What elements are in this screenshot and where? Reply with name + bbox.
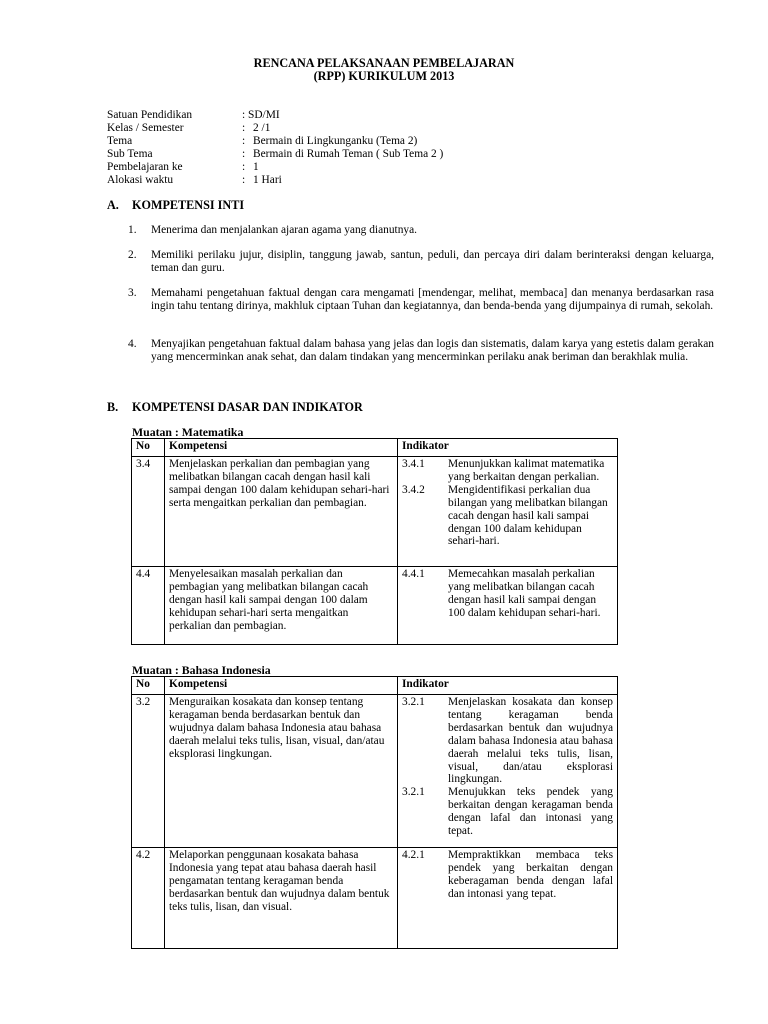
meta-colon: : bbox=[242, 109, 246, 121]
section-title: KOMPETENSI DASAR DAN INDIKATOR bbox=[132, 400, 363, 414]
list-item-number: 1. bbox=[128, 224, 137, 236]
kd-table-matematika bbox=[131, 438, 618, 645]
indicator-code: 4.2.1 bbox=[402, 849, 425, 861]
meta-label: Kelas / Semester bbox=[107, 122, 184, 134]
meta-colon: : bbox=[242, 174, 246, 186]
indicator-code: 3.4.2 bbox=[402, 483, 425, 496]
header-no: No bbox=[132, 677, 165, 695]
list-item-number: 4. bbox=[128, 338, 137, 350]
list-item-text: Menyajikan pengetahuan faktual dalam bahasa yang jelas dan logis dan sistematis, dalam karya yang estetis dalam gerakan yang mencerminkan anak sehat, dan dalam tindakan yang mencerminkan perilaku anak beriman dan berakhlak mulia. bbox=[151, 338, 714, 363]
meta-label: Tema bbox=[107, 135, 133, 147]
meta-label: Sub Tema bbox=[107, 148, 153, 160]
muatan-title: Muatan : Matematika bbox=[132, 425, 244, 439]
meta-value: Bermain di Lingkunganku (Tema 2) bbox=[253, 135, 418, 147]
cell-kompetensi: Menjelaskan perkalian dan pembagian yang melibatkan bilangan cacah dengan hasil kali sampai dengan 100 dalam kehidupan sehari-hari serta mengaitkan perkalian dan pembagian. bbox=[165, 457, 398, 567]
meta-colon: : bbox=[242, 122, 246, 134]
table-row bbox=[132, 457, 618, 567]
table-row bbox=[132, 695, 618, 848]
indicator-text: Memecahkan masalah perkalian yang melibatkan bilangan cacah dengan hasil kali sampai dengan 100 dalam kehidupan sehari-hari. bbox=[448, 568, 601, 619]
meta-value: 1 Hari bbox=[253, 174, 282, 186]
cell-no: 4.2 bbox=[132, 848, 165, 949]
indicator-code: 4.4.1 bbox=[402, 568, 425, 580]
list-item-text: Memiliki perilaku jujur, disiplin, tanggung jawab, santun, peduli, dan percaya diri dalam berinteraksi dengan keluarga, teman dan guru. bbox=[151, 249, 714, 274]
indicator-code: 3.2.1 bbox=[402, 696, 425, 708]
header-indikator: Indikator bbox=[398, 439, 618, 457]
indicator-text: Mempraktikkan membaca teks pendek yang berkaitan dengan keberagaman benda dengan lafal dan intonasi yang tepat. bbox=[448, 849, 613, 900]
cell-no: 3.2 bbox=[132, 695, 165, 848]
meta-value: 1 bbox=[253, 161, 259, 173]
muatan-title: Muatan : Bahasa Indonesia bbox=[132, 663, 271, 677]
list-item-number: 3. bbox=[128, 287, 137, 299]
section-a-heading bbox=[107, 199, 244, 212]
meta-colon: : bbox=[242, 135, 246, 147]
header-indikator: Indikator bbox=[398, 677, 618, 695]
section-title: KOMPETENSI INTI bbox=[132, 198, 245, 212]
kd-table-bahasa-indonesia bbox=[131, 676, 618, 949]
meta-value: Bermain di Rumah Teman ( Sub Tema 2 ) bbox=[253, 148, 444, 160]
meta-colon: : bbox=[242, 148, 246, 160]
indicator-text: Menunjukkan kalimat matematika yang berkaitan dengan perkalian. bbox=[448, 458, 605, 483]
header-kompetensi: Kompetensi bbox=[165, 677, 398, 695]
indicator-item bbox=[402, 484, 613, 549]
cell-indikator bbox=[398, 457, 618, 567]
indicator-text: Menjelaskan kosakata dan konsep tentang keragaman benda berdasarkan bentuk dan wujudnya dalam bahasa Indonesia atau bahasa daerah melalui teks tulis, lisan, visual, dan/atau eksplorasi lingkungan. bbox=[448, 696, 613, 786]
list-item-text: Menerima dan menjalankan ajaran agama yang dianutnya. bbox=[151, 224, 417, 236]
cell-indikator bbox=[398, 567, 618, 645]
cell-no: 4.4 bbox=[132, 567, 165, 645]
meta-label: Pembelajaran ke bbox=[107, 161, 183, 173]
list-item-number: 2. bbox=[128, 249, 137, 261]
cell-indikator bbox=[398, 695, 618, 848]
indicator-item bbox=[402, 458, 613, 484]
list-item-text: Memahami pengetahuan faktual dengan cara mengamati [mendengar, melihat, membaca] dan menanya berdasarkan rasa ingin tahu tentang dirinya, makhluk ciptaan Tuhan dan kegiatannya, dan benda-benda yang dijumpainya di rumah, sekolah. bbox=[151, 287, 714, 312]
cell-no: 3.4 bbox=[132, 457, 165, 567]
meta-value: 2 /1 bbox=[253, 122, 271, 134]
cell-kompetensi: Menyelesaikan masalah perkalian dan pembagian yang melibatkan bilangan cacah dengan hasil kali sampai dengan 100 dalam kehidupan sehari-hari serta mengaitkan perkalian dan pembagian. bbox=[165, 567, 398, 645]
indicator-item bbox=[402, 568, 613, 620]
table-header-row bbox=[132, 439, 618, 457]
meta-value: SD/MI bbox=[248, 109, 280, 121]
indicator-text: Menujukkan teks pendek yang berkaitan dengan keragaman benda dengan lafal dan intonasi yang tepat. bbox=[448, 786, 613, 838]
header-no: No bbox=[132, 439, 165, 457]
indicator-text: Mengidentifikasi perkalian dua bilangan yang melibatkan bilangan cacah dengan hasil kali sampai dengan 100 dalam kehidupan sehari-hari. bbox=[448, 483, 608, 548]
document-title-line-2: (RPP) KURIKULUM 2013 bbox=[313, 69, 455, 83]
table-row bbox=[132, 848, 618, 949]
indicator-item bbox=[402, 786, 613, 838]
cell-kompetensi: Menguraikan kosakata dan konsep tentang keragaman benda berdasarkan bentuk dan wujudnya dalam bahasa Indonesia atau bahasa daerah melalui teks tulis, lisan, visual, dan/atau eksplorasi lingkungan. bbox=[165, 695, 398, 848]
table-row bbox=[132, 567, 618, 645]
cell-indikator bbox=[398, 848, 618, 949]
section-letter: A. bbox=[107, 198, 119, 212]
document-title-line-1: RENCANA PELAKSANAAN PEMBELAJARAN bbox=[253, 56, 515, 70]
meta-colon: : bbox=[242, 161, 246, 173]
indicator-item bbox=[402, 696, 613, 786]
header-kompetensi: Kompetensi bbox=[165, 439, 398, 457]
indicator-code: 3.4.1 bbox=[402, 458, 425, 470]
section-b-heading bbox=[107, 401, 363, 414]
section-letter: B. bbox=[107, 400, 119, 414]
meta-label: Satuan Pendidikan bbox=[107, 109, 193, 121]
indicator-item bbox=[402, 849, 613, 901]
indicator-code: 3.2.1 bbox=[402, 786, 425, 799]
cell-kompetensi: Melaporkan penggunaan kosakata bahasa Indonesia yang tepat atau bahasa daerah hasil pengamatan tentang keragaman benda berdasarkan bentuk dan wujudnya dalam bentuk teks tulis, lisan, dan visual. bbox=[165, 848, 398, 949]
table-header-row bbox=[132, 677, 618, 695]
meta-label: Alokasi waktu bbox=[107, 174, 174, 186]
